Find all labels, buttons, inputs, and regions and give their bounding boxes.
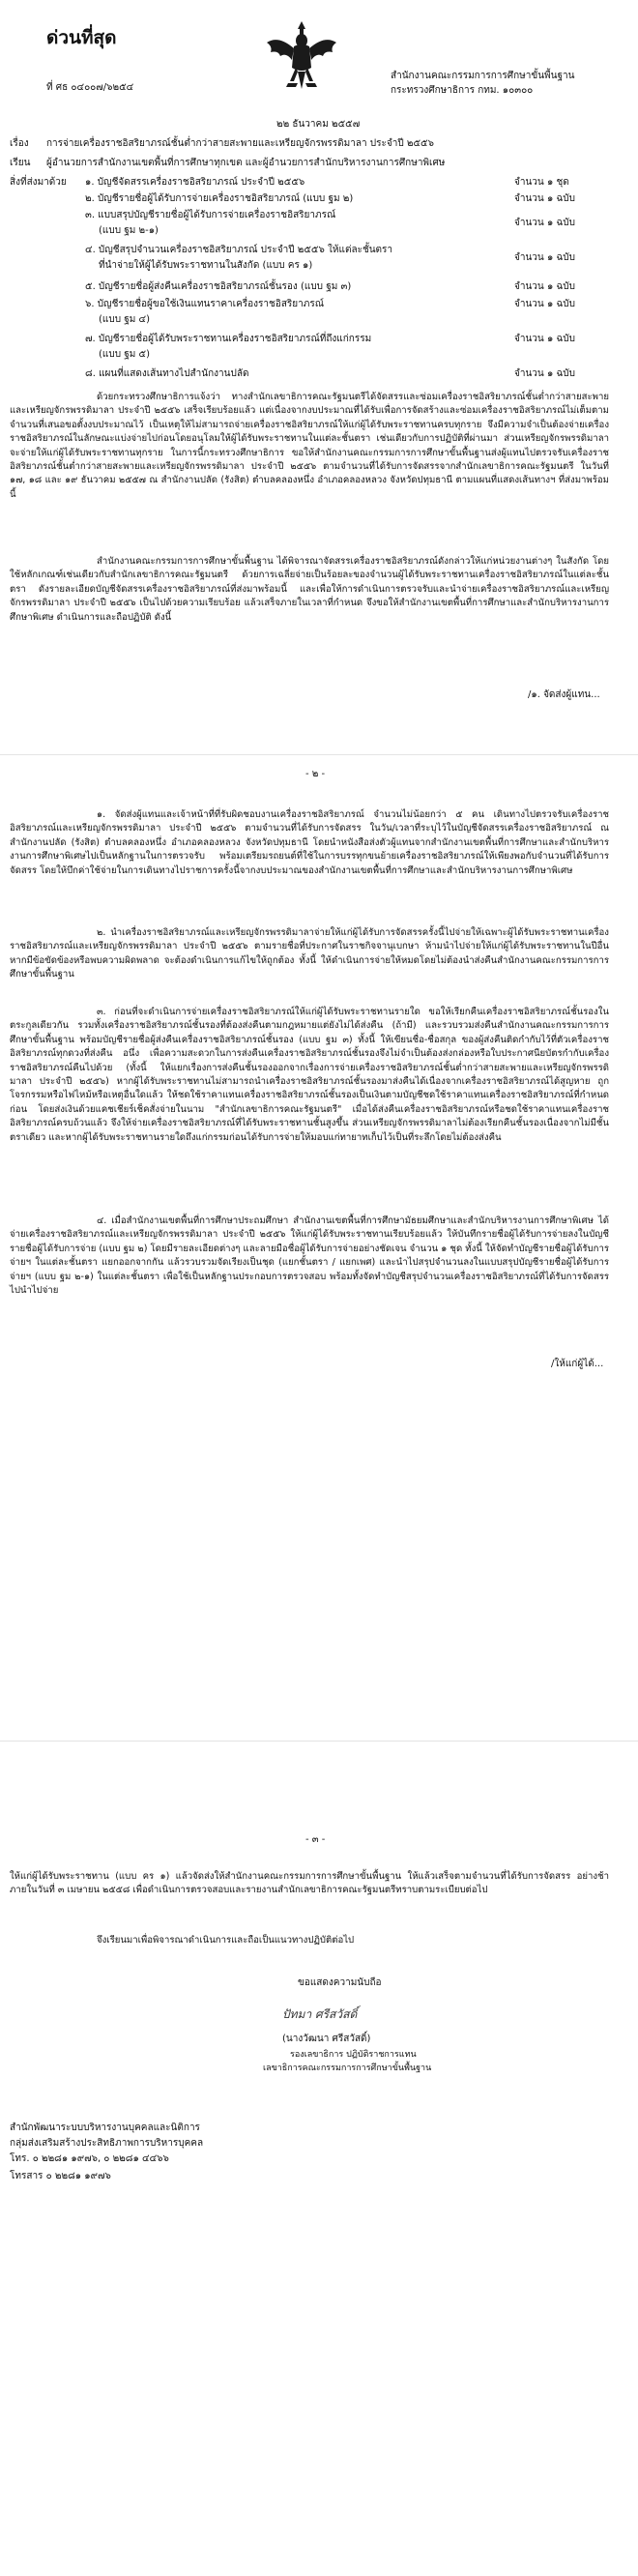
enclosure-qty: จำนวน ๑ ฉบับ <box>514 299 575 309</box>
garuda-emblem-icon <box>261 17 342 95</box>
enclosures-label: สิ่งที่ส่งมาด้วย <box>10 177 67 188</box>
enclosure-qty: จำนวน ๑ ฉบับ <box>514 334 575 344</box>
signer-title-2: เลขาธิการคณะกรรมการการศึกษาขั้นพื้นฐาน <box>263 2064 432 2073</box>
signer-title-1: รองเลขาธิการ ปฏิบัติราชการแทน <box>290 2050 417 2060</box>
enclosure-text-cont: ที่นำจ่ายให้ผู้ได้รับพระราชทานในสังกัด (แบบ คร ๑) <box>99 260 313 271</box>
page-number: - ๒ - <box>305 769 326 779</box>
to-text: ผู้อำนวยการสำนักงานเขตพื้นที่การศึกษาทุกเขต และผู้อำนวยการสำนักบริหารงานการศึกษาพิเศษ <box>46 158 446 168</box>
paragraph-2: สำนักงานคณะกรรมการการศึกษาขั้นพื้นฐาน ได้พิจารณาจัดสรรเครื่องราชอิสริยาภรณ์ดังกล่าวให้แก่หน่วยงานต่างๆ ในสังกัด โดยใช้หลักเกณฑ์เช่นเดียวกับสำนักเลขาธิการคณะรัฐมนตรี ด้วยการเฉลี่ยจ่ายเป็นร้อยละของจำนวนผู้ได้รับพระราชทานเครื่องราชอิสริยาภรณ์ในแต่ละชั้นตรา ดังรายละเอียดบัญชีจัดสรรเครื่องราชอิสริยาภรณ์ที่ส่งมาพร้อมนี้ และเพื่อให้การดำเนินการตรวจรับและนำจ่ายเครื่องราชอิสริยาภรณ์และเหรียญจักรพรรดิมาลา ประจำปี ๒๕๕๖ เป็นไปด้วยความเรียบร้อย แล้วเสร็จภายในเวลาที่กำหนด จึงขอให้สำนักงานเขตพื้นที่การศึกษาและสำนักบริหารงานการศึกษาพิเศษ ดำเนินการและถือปฏิบัติ ดังนี้ <box>10 556 609 623</box>
closing-salutation: ขอแสดงความนับถือ <box>298 1977 382 1988</box>
agency-line-1: สำนักงานคณะกรรมการการศึกษาขั้นพื้นฐาน <box>391 71 575 81</box>
subject-label: เรื่อง <box>10 138 29 149</box>
fax-number: โทรสาร ๐ ๒๒๘๑ ๑๙๗๖ <box>10 2171 111 2181</box>
item-2: ๒. นำเครื่องราชอิสริยาภรณ์และเหรียญจักรพรรดิมาลาจ่ายให้แก่ผู้ได้รับการจัดสรรครั้งนี้ไปจ่ายให้เฉพาะผู้ได้รับพระราชทานเครื่องราชอิสริยาภรณ์และเหรียญจักรพรรดิมาลา ประจำปี ๒๕๕๖ ตามรายชื่อที่ประกาศในราชกิจจานุเบกษา ห้ามนำไปจ่ายให้แก่ผู้ได้รับพระราชทานในปีอื่น หากมีข้อขัดข้องหรือพบความผิดพลาด จะต้องดำเนินการแก้ไขให้ถูกต้อง ทั้งนี้ ให้ดำเนินการจ่ายให้หมดโดยไม่ต้องนำส่งคืนสำนักงานคณะกรรมการการศึกษาขั้นพื้นฐาน <box>10 927 609 981</box>
to-label: เรียน <box>10 158 31 168</box>
signature-text: ปัทมา ศรีสวัสดิ์ <box>282 2007 358 2021</box>
page-number: - ๓ - <box>305 1834 326 1845</box>
signer-name: (นางวัฒนา ศรีสวัสดิ์) <box>282 2034 371 2044</box>
document-number: ที่ ศธ ๐๔๐๐๗/๖๒๕๔ <box>46 82 134 93</box>
urgency-label: ด่วนที่สุด <box>46 27 117 48</box>
continuation-note: /ให้แก่ผู้ได้... <box>551 1359 604 1369</box>
closing-paragraph-2: จึงเรียนมาเพื่อพิจารณาดำเนินการและถือเป็นแนวทางปฏิบัติต่อไป <box>97 1935 355 1946</box>
page-1 <box>0 0 638 750</box>
item-4: ๔. เมื่อสำนักงานเขตพื้นที่การศึกษาประถมศึกษา สำนักงานเขตพื้นที่การศึกษามัธยมศึกษาและสำนักบริหารงานการศึกษาพิเศษ ได้จ่ายเครื่องราชอิสริยาภรณ์และเหรียญจักรพรรดิมาลา ประจำปี ๒๕๕๖ ให้แก่ผู้ได้รับพระราชทานเรียบร้อยแล้ว ให้บันทึกรายชื่อผู้ได้รับการจ่ายลงในบัญชีรายชื่อผู้ได้รับการจ่าย (แบบ ฐม ๒) โดยมีรายละเอียดต่างๆ และลายมือชื่อผู้ได้รับการจ่ายอย่างชัดเจน จำนวน ๑ ชุด ทั้งนี้ ให้จัดทำบัญชีรายชื่อผู้ได้รับการจ่ายฯ ในแต่ละชั้นตรา แยกออกจากกัน แล้วรวบรวมจัดเรียงเป็นชุด (แยกชั้นตรา / แยกเพศ) และนำไปสรุปจำนวนลงในแบบสรุปบัญชีรายชื่อผู้ได้รับการจ่ายฯ (แบบ ฐม ๒-๑) ในแต่ละชั้นตรา เพื่อใช้เป็นหลักฐานประกอบการตรวจสอบ พร้อมทั้งจัดทำบัญชีสรุปจำนวนเครื่องราชอิสริยาภรณ์ที่ได้รับการจัดสรรไปนำไปจ่าย <box>10 1215 609 1297</box>
enclosure-qty: จำนวน ๑ ฉบับ <box>514 252 575 263</box>
office-line-2: กลุ่มส่งเสริมสร้างประสิทธิภาพการบริหารบุคคล <box>10 2138 204 2149</box>
enclosure-qty: จำนวน ๑ ฉบับ <box>514 281 575 292</box>
enclosure-qty: จำนวน ๑ ฉบับ <box>514 368 575 379</box>
agency-line-2: กระทรวงศึกษาธิการ กทม. ๑๐๓๐๐ <box>391 85 534 96</box>
item-1: ๑. จัดส่งผู้แทนและเจ้าหน้าที่ที่รับผิดชอบงานเครื่องราชอิสริยาภรณ์ จำนวนไม่น้อยกว่า ๕ คน เดินทางไปตรวจรับเครื่องราชอิสริยาภรณ์และเหรียญจักรพรรดิมาลา ประจำปี ๒๕๕๖ ตามจำนวนที่ได้รับการจัดสรร ในวัน/เวลาที่ระบุไว้ในบัญชีจัดสรรเครื่องราชอิสริยาภรณ์ ณ สำนักงานปลัด (รังสิต) ตำบลคลองหนึ่ง อำเภอคลองหลวง จังหวัดปทุมธานี โดยนำหนังสือส่งตัวผู้แทนจากสำนักงานเขตพื้นที่การศึกษาและสำนักบริหารงานการศึกษาพิเศษไปเป็นหลักฐานในการตรวจรับ พร้อมเตรียมรถยนต์ที่ใช้ในการบรรทุกขนย้ายเครื่องราชอิสริยาภรณ์ให้เพียงพอกับจำนวนที่ได้รับการจัดสรร โดยให้บึกค่าใช้จ่ายในการเดินทางไปราชการครั้งนี้จากงบประมาณของสำนักงานเขตพื้นที่การศึกษาและสำนักบริหารงานการศึกษาพิเศษ <box>10 809 609 876</box>
enclosure-text: ๔. บัญชีสรุปจำนวนเครื่องราชอิสริยาภรณ์ ประจำปี ๒๕๕๖ ให้แต่ละชั้นตรา <box>85 245 393 255</box>
subject-text: การจ่ายเครื่องราชอิสริยาภรณ์ชั้นต่ำกว่าสายสะพายและเหรียญจักรพรรดิมาลา ประจำปี ๒๕๕๖ <box>46 138 434 149</box>
enclosure-qty: จำนวน ๑ ฉบับ <box>514 193 575 204</box>
enclosure-text: ๓. แบบสรุปบัญชีรายชื่อผู้ได้รับการจ่ายเครื่องราชอิสริยาภรณ์ <box>85 210 336 220</box>
phone-number: โทร. ๐ ๒๒๘๑ ๑๙๗๖, ๐ ๒๒๘๑ ๔๔๖๖ <box>10 2153 169 2164</box>
enclosure-text-cont: (แบบ ฐม ๔) <box>99 314 150 325</box>
continuation-note: /๑. จัดส่งผู้แทน... <box>528 689 600 700</box>
enclosure-qty: จำนวน ๑ ชุด <box>514 177 569 188</box>
document-date: ๒๒ ธันวาคม ๒๕๕๗ <box>276 119 361 130</box>
enclosure-text-cont: (แบบ ฐม ๒-๑) <box>99 225 159 236</box>
enclosure-text-cont: (แบบ ฐม ๕) <box>99 349 150 360</box>
page-divider <box>0 754 638 755</box>
enclosure-qty: จำนวน ๑ ฉบับ <box>514 218 575 228</box>
enclosure-text: ๖. บัญชีรายชื่อผู้ขอใช้เงินแทนราคาเครื่องราชอิสริยาภรณ์ <box>85 299 325 309</box>
page-divider <box>0 1741 638 1742</box>
enclosure-text: ๒. บัญชีรายชื่อผู้ได้รับการจ่ายเครื่องราชอิสริยาภรณ์ (แบบ ฐม ๒) <box>85 193 354 204</box>
enclosure-text: ๗. บัญชีรายชื่อผู้ได้รับพระราชทานเครื่องราชอิสริยาภรณ์ที่ถึงแก่กรรม <box>85 334 372 344</box>
page-2 <box>0 758 638 1938</box>
page-3 <box>0 1833 638 2576</box>
enclosure-text: ๕. บัญชีรายชื่อผู้ส่งคืนเครื่องราชอิสริยาภรณ์ชั้นรอง (แบบ ฐม ๓) <box>85 281 352 292</box>
enclosure-text: ๘. แผนที่แสดงเส้นทางไปสำนักงานปลัด <box>85 368 249 379</box>
item-3: ๓. ก่อนที่จะดำเนินการจ่ายเครื่องราชอิสริยาภรณ์ให้แก่ผู้ได้รับพระราชทานรายใด ขอให้เรียกคืนเครื่องราชอิสริยาภรณ์ชั้นรองในตระกูลเดียวกัน รวมทั้งเครื่องราชอิสริยาภรณ์ชั้นรองที่ต้องส่งคืนตามกฎหมายแต่ยังไม่ได้ส่งคืน (ถ้ามี) และรวบรวมส่งคืนสำนักงานคณะกรรมการการศึกษาขั้นพื้นฐาน พร้อมบัญชีรายชื่อผู้ส่งคืนเครื่องราชอิสริยาภรณ์ชั้นรอง (แบบ ฐม ๓) ทั้งนี้ ให้เขียนชื่อ-ชื่อสกุล ของผู้ส่งคืนติดกำกับไว้ที่ตัวเครื่องราชอิสริยาภรณ์ทุกดวงที่ส่งคืน อนึ่ง เพื่อความสะดวกในการส่งคืนเครื่องราชอิสริยาภรณ์ชั้นรองจึงไม่จำเป็นต้องส่งกล่องหรือใบประกาศนียบัตรกำกับเครื่องราชอิสริยาภรณ์คืนไปด้วย (ทั้งนี้ ให้แยกเรื่องการส่งคืนชั้นรองออกจากเรื่องการจ่ายเครื่องราชอิสริยาภรณ์ชั้นต่ำกว่าสายสะพายและเหรียญจักรพรรดิมาลา ประจำปี ๒๕๕๖) หากผู้ได้รับพระราชทานไม่สามารถนำเครื่องราชอิสริยาภรณ์ชั้นรองมาส่งคืนได้เนื่องจากเครื่องราชอิสริยาภรณ์ได้สูญหาย ถูกโจรกรรมหรือไฟไหม้หรือเหตุอื่นใดแล้ว ให้ชดใช้ราคาแทนเครื่องราชอิสริยาภรณ์ชั้นรองเป็นเงินตามบัญชีชดใช้ราคาแทนเครื่องราชอิสริยาภรณ์ที่กำหนดก่อน โดยส่งเงินด้วยแคชเชียร์เช็คสั่งจ่ายในนาม "สำนักเลขาธิการคณะรัฐมนตรี" เมื่อได้ส่งคืนเครื่องราชอิสริยาภรณ์หรือชดใช้ราคาแทนเครื่องราชอิสริยาภรณ์ครบถ้วนแล้ว จึงให้จ่ายเครื่องราชอิสริยาภรณ์ที่ได้รับพระราชทานชั้นสูงขึ้น ส่วนเหรียญจักรพรรดิมาลาไม่ต้องเรียกคืนชั้นรองเนื่องจากไม่มีชั้นตราเดียว และหากผู้ได้รับพระราชทานรายใดถึงแก่กรรมก่อนได้รับการจ่ายให้มอบแก่ทายาทเก็บไว้เป็นที่ระลึกโดยไม่ต้องส่งคืน <box>10 1007 609 1143</box>
paragraph-1: ด้วยกระทรวงศึกษาธิการแจ้งว่า ทางสำนักเลขาธิการคณะรัฐมนตรีได้จัดสรรและซ่อมเครื่องราชอิสริยาภรณ์ชั้นต่ำกว่าสายสะพายและเหรียญจักรพรรดิมาลา ประจำปี ๒๕๕๖ เสร็จเรียบร้อยแล้ว แต่เนื่องจากงบประมาณที่ได้รับเพื่อการจัดสร้างและซ่อมเครื่องราชอิสริยาภรณ์ไม่เต็มตามจำนวนที่เสนอขอตั้งงบประมาณไว้ เป็นเหตุให้ไม่สามารถจ่ายเครื่องราชอิสริยาภรณ์ให้แก่ผู้ได้รับพระราชทานครบทุกราย จึงมีความจำเป็นต้องจ่ายเครื่องราชอิสริยาภรณ์ในลักษณะแบ่งจ่ายไปก่อนโดยอนุโลมให้ผู้ได้รับพระราชทานในแต่ละชั้นตรา เช่นเดียวกับการปฏิบัติที่ผ่านมา ส่วนเหรียญจักรพรรดิมาลาจะจ่ายให้แก่ผู้ได้รับพระราชทานทุกราย ในการนี้กระทรวงศึกษาธิการ ขอให้สำนักงานคณะกรรมการการศึกษาขั้นพื้นฐานส่งผู้แทนไปตรวจรับเครื่องราชอิสริยาภรณ์ชั้นต่ำกว่าสายสะพายและเหรียญจักรพรรดิมาลา ประจำปี ๒๕๕๖ ตามจำนวนที่ได้รับการจัดสรรจากสำนักเลขาธิการคณะรัฐมนตรี ในวันที่ ๑๗, ๑๘ และ ๑๙ ธันวาคม ๒๕๕๗ ณ สำนักงานปลัด (รังสิต) ตำบลคลองหนึ่ง อำเภอคลองหลวง จังหวัดปทุมธานี ตามแผนที่แสดงเส้นทางฯ ที่ส่งมาพร้อมนี้ <box>10 392 609 500</box>
office-line-1: สำนักพัฒนาระบบบริหารงานบุคคลและนิติการ <box>10 2122 200 2133</box>
enclosure-text: ๑. บัญชีจัดสรรเครื่องราชอิสริยาภรณ์ ประจำปี ๒๕๕๖ <box>85 177 305 188</box>
closing-paragraph-1: ให้แก่ผู้ได้รับพระราชทาน (แบบ คร ๑) แล้วจัดส่งให้สำนักงานคณะกรรมการการศึกษาขั้นพื้นฐาน ให้แล้วเสร็จตามจำนวนที่ได้รับการจัดสรร อย่างช้าภายในวันที่ ๓ เมษายน ๒๕๕๘ เพื่อดำเนินการตรวจสอบและรายงานสำนักเลขาธิการคณะรัฐมนตรีทราบตามระเบียบต่อไป <box>10 1871 609 1896</box>
